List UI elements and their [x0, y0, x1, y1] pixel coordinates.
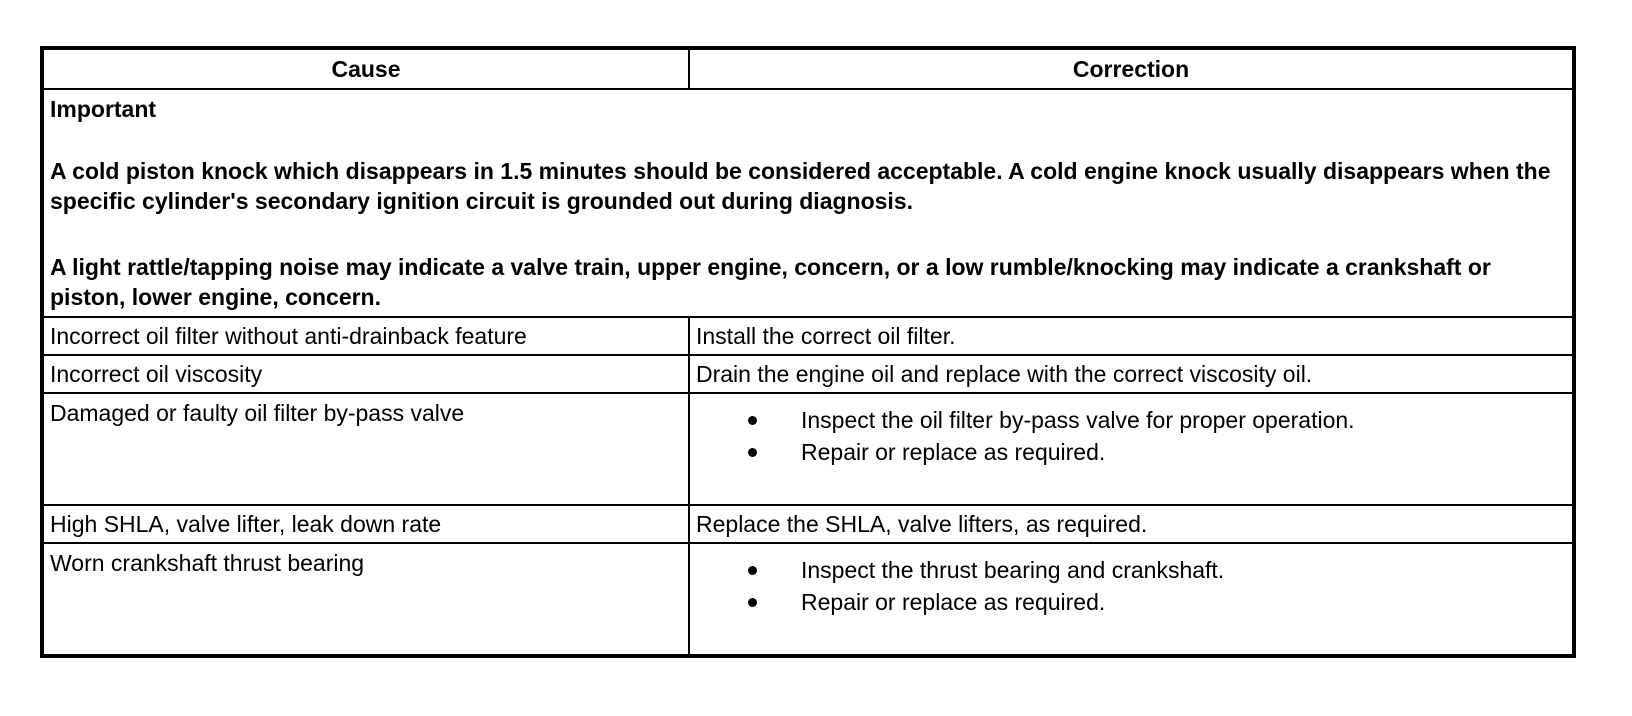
- diagnosis-table: [40, 46, 1576, 658]
- correction-list: [696, 404, 1566, 468]
- list-item-text: Repair or replace as required.: [801, 439, 1106, 465]
- table-row: [42, 505, 1574, 543]
- list-item: [696, 586, 1566, 618]
- cause-text: Worn crankshaft thrust bearing: [50, 550, 365, 576]
- correction-cell: Replace the SHLA, valve lifters, as required.: [689, 505, 1574, 543]
- cause-cell: Incorrect oil viscosity: [42, 355, 689, 393]
- important-note: [42, 89, 1574, 317]
- important-paragraph-2: A light rattle/tapping noise may indicate a valve train, upper engine, concern, or a low rumble/knocking may indicate a crankshaft or piston, lower engine, concern.: [50, 254, 1491, 310]
- bullet-icon: [748, 598, 757, 607]
- header-cause: Cause: [42, 48, 689, 89]
- list-item-text: Inspect the oil filter by-pass valve for proper operation.: [801, 407, 1355, 433]
- list-item: [696, 436, 1566, 468]
- correction-list: [696, 554, 1566, 618]
- cause-cell: [42, 393, 689, 505]
- table-row: [42, 543, 1574, 656]
- table-header-row: [42, 48, 1574, 89]
- important-row: [42, 89, 1574, 317]
- table-row: [42, 393, 1574, 505]
- header-correction: Correction: [689, 48, 1574, 89]
- table-row: [42, 355, 1574, 393]
- list-item-text: Repair or replace as required.: [801, 589, 1106, 615]
- cause-cell: [42, 543, 689, 656]
- correction-cell: [689, 393, 1574, 505]
- table-row: [42, 317, 1574, 355]
- bullet-icon: [748, 416, 757, 425]
- list-item: [696, 554, 1566, 586]
- important-title: Important: [50, 96, 157, 122]
- cause-cell: Incorrect oil filter without anti-drainback feature: [42, 317, 689, 355]
- correction-cell: Install the correct oil filter.: [689, 317, 1574, 355]
- bullet-icon: [748, 566, 757, 575]
- list-item: [696, 404, 1566, 436]
- cause-text: Damaged or faulty oil filter by-pass valve: [50, 400, 465, 426]
- correction-cell: Drain the engine oil and replace with the correct viscosity oil.: [689, 355, 1574, 393]
- cause-cell: High SHLA, valve lifter, leak down rate: [42, 505, 689, 543]
- list-item-text: Inspect the thrust bearing and crankshaft.: [801, 557, 1225, 583]
- bullet-icon: [748, 448, 757, 457]
- important-paragraph-1: A cold piston knock which disappears in 1.5 minutes should be considered acceptable. A cold engine knock usually disappears when the specific cylinder's secondary ignition circuit is grounded out during diagnosis.: [50, 158, 1551, 214]
- correction-cell: [689, 543, 1574, 656]
